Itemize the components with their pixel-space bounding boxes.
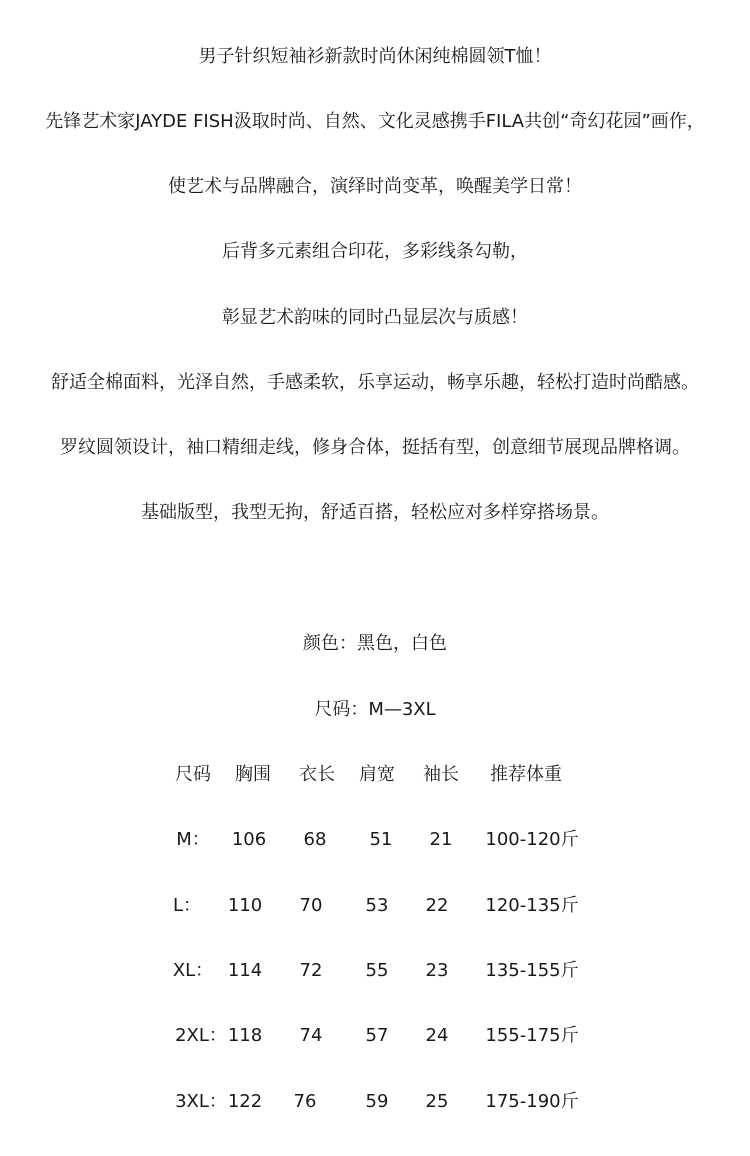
- row-length: 76: [293, 1091, 317, 1112]
- row-size: 3XL：: [175, 1091, 227, 1112]
- header-chest: 胸围: [235, 764, 271, 785]
- row-shoulder: 59: [365, 1091, 389, 1112]
- row-chest: 118: [227, 1025, 263, 1046]
- description-line: 使艺术与品牌融合，演绎时尚变革，唤醒美学日常！: [168, 176, 582, 197]
- row-size: XL：: [172, 960, 214, 981]
- header-length: 衣长: [299, 764, 335, 785]
- row-chest: 114: [227, 960, 263, 981]
- row-chest: 110: [227, 895, 263, 916]
- description-line: 后背多元素组合印花，多彩线条勾勒，: [222, 241, 528, 262]
- row-shoulder: 55: [365, 960, 389, 981]
- description-line: 男子针织短袖衫新款时尚休闲纯棉圆领T恤！: [198, 46, 552, 67]
- row-sleeve: 21: [429, 829, 453, 850]
- description-line: 彰显艺术韵味的同时凸显层次与质感！: [222, 307, 528, 328]
- row-sleeve: 24: [425, 1025, 449, 1046]
- row-shoulder: 51: [369, 829, 393, 850]
- row-sleeve: 22: [425, 895, 449, 916]
- row-shoulder: 53: [365, 895, 389, 916]
- color-spec: 颜色：黑色，白色: [303, 633, 447, 654]
- row-chest: 106: [231, 829, 267, 850]
- header-sleeve: 袖长: [423, 764, 459, 785]
- header-size: 尺码: [175, 764, 211, 785]
- row-weight: 135-155斤: [485, 960, 579, 981]
- row-weight: 175-190斤: [485, 1091, 579, 1112]
- row-chest: 122: [227, 1091, 263, 1112]
- header-shoulder: 肩宽: [359, 764, 395, 785]
- row-weight: 120-135斤: [485, 895, 579, 916]
- row-size: M：: [176, 829, 210, 850]
- row-sleeve: 23: [425, 960, 449, 981]
- row-size: 2XL：: [175, 1025, 227, 1046]
- description-line: 舒适全棉面料，光泽自然，手感柔软，乐享运动，畅享乐趣，轻松打造时尚酷感。: [51, 372, 699, 393]
- header-weight: 推荐体重: [490, 764, 562, 785]
- row-weight: 100-120斤: [485, 829, 579, 850]
- description-line: 先锋艺术家JAYDE FISH汲取时尚、自然、文化灵感携手FILA共创“奇幻花园”画作，: [45, 111, 705, 132]
- row-weight: 155-175斤: [485, 1025, 579, 1046]
- row-sleeve: 25: [425, 1091, 449, 1112]
- row-length: 74: [299, 1025, 323, 1046]
- description-line: 罗纹圆领设计，袖口精细走线，修身合体，挺括有型，创意细节展现品牌格调。: [60, 437, 690, 458]
- description-line: 基础版型，我型无拘，舒适百搭，轻松应对多样穿搭场景。: [141, 502, 609, 523]
- size-range-spec: 尺码：M—3XL: [314, 699, 436, 720]
- row-length: 68: [303, 829, 327, 850]
- row-length: 70: [299, 895, 323, 916]
- row-size: L：: [172, 895, 202, 916]
- row-length: 72: [299, 960, 323, 981]
- row-shoulder: 57: [365, 1025, 389, 1046]
